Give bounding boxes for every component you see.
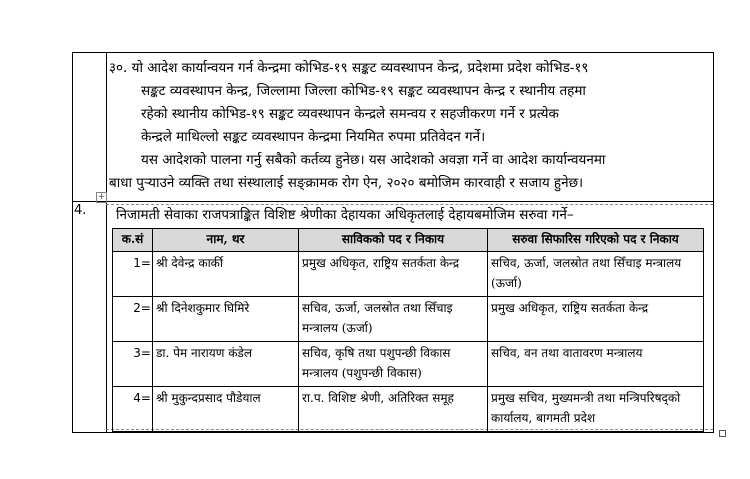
cell-sn: 2= (113, 297, 153, 342)
table-row (113, 297, 704, 342)
table-move-handle-icon[interactable]: + (97, 192, 106, 202)
cell-transfer: सचिव, वन तथा वातावरण मन्त्रालय (488, 342, 704, 387)
item-number: 4. (74, 203, 87, 218)
row-divider (72, 201, 714, 202)
table-row (113, 387, 704, 432)
clause-30-line-1: ३०. यो आदेश कार्यान्वयन गर्न केन्द्रमा कोभिड-१९ सङ्कट व्यवस्थापन केन्द्र, प्रदेशमा प्रदेश कोभिड-१९ (109, 60, 589, 76)
clause-30-line-6: बाधा पुऱ्याउने व्यक्ति तथा संस्थालाई सङ्क्रामक रोग ऐन, २०२० बमोजिम कारवाही र सजाय हुनेछ। (109, 175, 584, 191)
header-name: नाम, थर (153, 229, 299, 252)
item-4-heading: निजामती सेवाका राजपत्राङ्कित विशिष्ट श्रेणीका देहायका अधिकृतलाई देहायबमोजिम सरुवा गर्ने– (116, 207, 574, 223)
outer-border-right (713, 52, 714, 433)
outer-border-bottom (72, 432, 714, 433)
cell-name: डा. पेम नारायण कंडेल (153, 342, 299, 387)
table-row (113, 252, 704, 297)
cell-sn: 3= (113, 342, 153, 387)
clause-30-line-4: केन्द्रले माथिल्लो सङ्कट व्यवस्थापन केन्द्रमा नियमित रुपमा प्रतिवेदन गर्ने। (141, 129, 486, 145)
clause-30-line-5: यस आदेशको पालना गर्नु सबैको कर्तव्य हुनेछ। यस आदेशको अवज्ञा गर्ने वा आदेश कार्यान्वयनमा (141, 152, 606, 168)
cell-name: श्री मुकुन्दप्रसाद पौडेयाल (153, 387, 299, 432)
cell-name: श्री दिनेशकुमार घिमिरे (153, 297, 299, 342)
table-row (113, 342, 704, 387)
cell-previous: सचिव, कृषि तथा पशुपन्छी विकास मन्त्रालय (पशुपन्छी विकास) (299, 342, 488, 387)
transfer-table (112, 228, 704, 432)
cell-previous: प्रमुख अधिकृत, राष्ट्रिय सतर्कता केन्द्र (299, 252, 488, 297)
outer-border-top (72, 52, 714, 53)
outer-border-left (72, 52, 73, 433)
column-divider (106, 52, 107, 433)
header-previous-post: साविकको पद र निकाय (299, 229, 488, 252)
clause-30-paragraph (109, 57, 709, 195)
table-header-row (113, 229, 704, 252)
header-sn: क.सं (113, 229, 153, 252)
table-resize-handle-icon[interactable] (719, 430, 726, 437)
cell-previous: सचिव, ऊर्जा, जलस्रोत तथा सिँचाइ मन्त्रालय (ऊर्जा) (299, 297, 488, 342)
cell-transfer: सचिव, ऊर्जा, जलस्रोत तथा सिँचाइ मन्त्रालय (ऊर्जा) (488, 252, 704, 297)
clause-30-line-2: सङ्कट व्यवस्थापन केन्द्र, जिल्लामा जिल्ला कोभिड-१९ सङ्कट व्यवस्थापन केन्द्र र स्थानीय तहमा (141, 83, 586, 99)
cell-transfer: प्रमुख अधिकृत, राष्ट्रिय सतर्कता केन्द्र (488, 297, 704, 342)
cell-name: श्री देवेन्द्र कार्की (153, 252, 299, 297)
cell-sn: 1= (113, 252, 153, 297)
cell-transfer: प्रमुख सचिव, मुख्यमन्त्री तथा मन्त्रिपरिषद्को कार्यालय, बागमती प्रदेश (488, 387, 704, 432)
cell-sn: 4= (113, 387, 153, 432)
cell-previous: रा.प. विशिष्ट श्रेणी, अतिरिक्त समूह (299, 387, 488, 432)
header-transfer-post: सरुवा सिफारिस गरिएको पद र निकाय (488, 229, 704, 252)
clause-30-line-3: रहेको स्थानीय कोभिड-१९ सङ्कट व्यवस्थापन केन्द्रले समन्वय र सहजीकरण गर्ने र प्रत्येक (141, 106, 559, 122)
